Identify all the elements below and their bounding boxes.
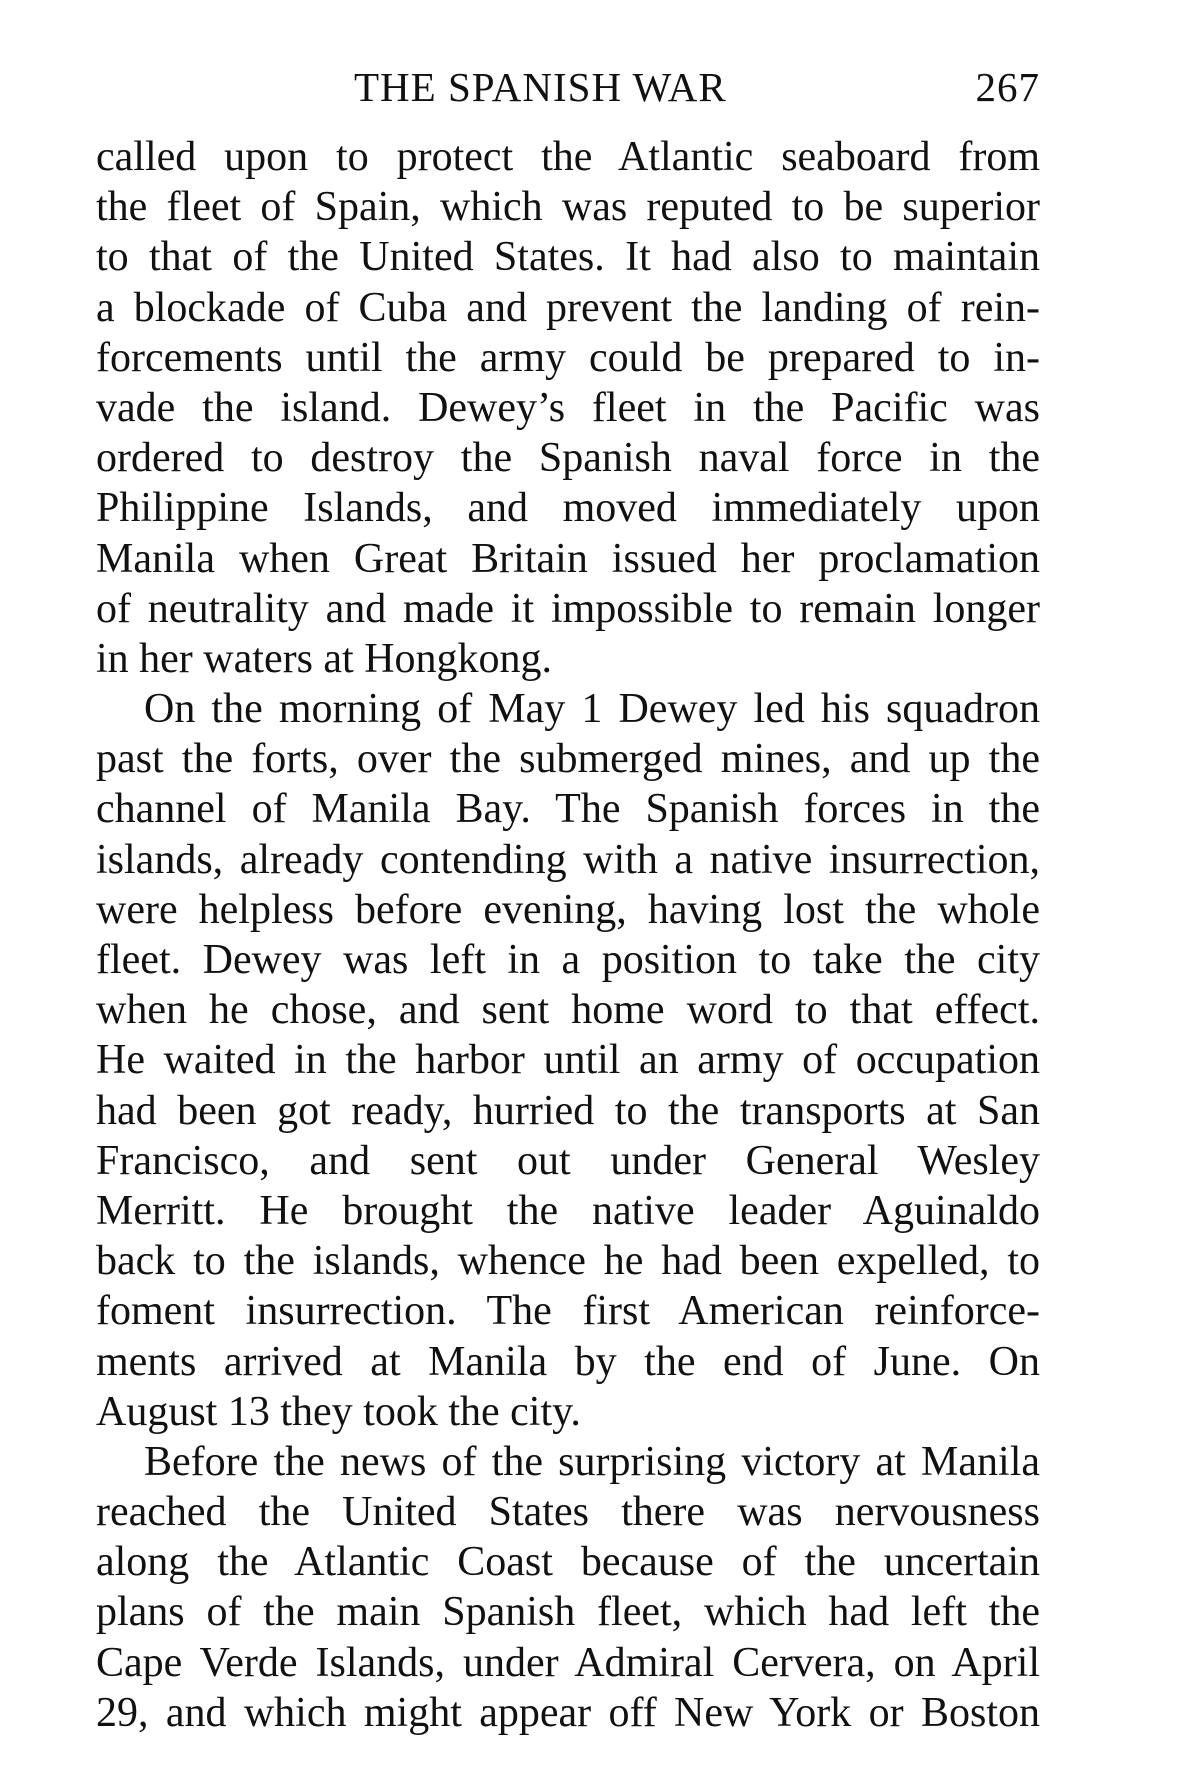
text-line: back to the islands, whence he had been expelled, to: [96, 1238, 1040, 1285]
text-line: in her waters at Hongkong.: [96, 635, 553, 682]
text-line: when he chose, and sent home word to that effect.: [96, 987, 1040, 1034]
running-head: [96, 62, 1040, 112]
text-line: called upon to protect the Atlantic seaboard from: [96, 134, 1040, 180]
running-title: THE SPANISH WAR: [354, 64, 727, 110]
text-line: He waited in the harbor until an army of occupation: [96, 1037, 1040, 1084]
text-line: fleet. Dewey was left in a position to take the city: [96, 937, 1040, 983]
text-line: forcements until the army could be prepared to in-: [96, 334, 1040, 381]
text-line: Cape Verde Islands, under Admiral Cervera, on April: [96, 1639, 1040, 1686]
text-line: Francisco, and sent out under General Wesley: [96, 1137, 1040, 1184]
text-line: reached the United States there was nervousness: [96, 1489, 1040, 1536]
text-line: of neutrality and made it impossible to remain longer: [96, 585, 1040, 632]
paragraph-3: [96, 1437, 1040, 1738]
text-line: Manila when Great Britain issued her proclamation: [96, 535, 1040, 582]
text-line: along the Atlantic Coast because of the uncertain: [96, 1539, 1040, 1586]
text-line: plans of the main Spanish fleet, which had left the: [96, 1589, 1040, 1636]
text-line: Philippine Islands, and moved immediately upon: [96, 485, 1040, 532]
text-line: past the forts, over the submerged mines, and up the: [96, 736, 1040, 783]
text-line: August 13 they took the city.: [96, 1388, 581, 1435]
text-line: ments arrived at Manila by the end of June. On: [96, 1338, 1040, 1385]
text-line: to that of the United States. It had also to maintain: [96, 234, 1040, 281]
text-line: Merritt. He brought the native leader Aguinaldo: [96, 1187, 1040, 1234]
text-line: were helpless before evening, having lost the whole: [96, 886, 1040, 933]
text-line: Before the news of the surprising victory at Manila: [144, 1438, 1040, 1485]
page-number: 267: [975, 64, 1040, 110]
text-line: islands, already contending with a native insurrection,: [96, 836, 1040, 883]
body-text: [96, 132, 1040, 1738]
text-line: 29, and which might appear off New York or Boston: [96, 1689, 1040, 1736]
text-line: had been got ready, hurried to the transports at San: [96, 1087, 1040, 1134]
text-line: ordered to destroy the Spanish naval force in the: [96, 435, 1040, 482]
text-line: vade the island. Dewey’s fleet in the Pacific was: [96, 384, 1040, 431]
paragraph-1: [96, 132, 1040, 684]
text-line: foment insurrection. The first American reinforce-: [96, 1288, 1040, 1335]
text-line: a blockade of Cuba and prevent the landing of rein-: [96, 284, 1040, 331]
text-line: the fleet of Spain, which was reputed to be superior: [96, 184, 1040, 231]
text-line: On the morning of May 1 Dewey led his squadron: [144, 686, 1040, 733]
paragraph-2: [96, 684, 1040, 1437]
text-line: channel of Manila Bay. The Spanish forces in the: [96, 786, 1040, 833]
